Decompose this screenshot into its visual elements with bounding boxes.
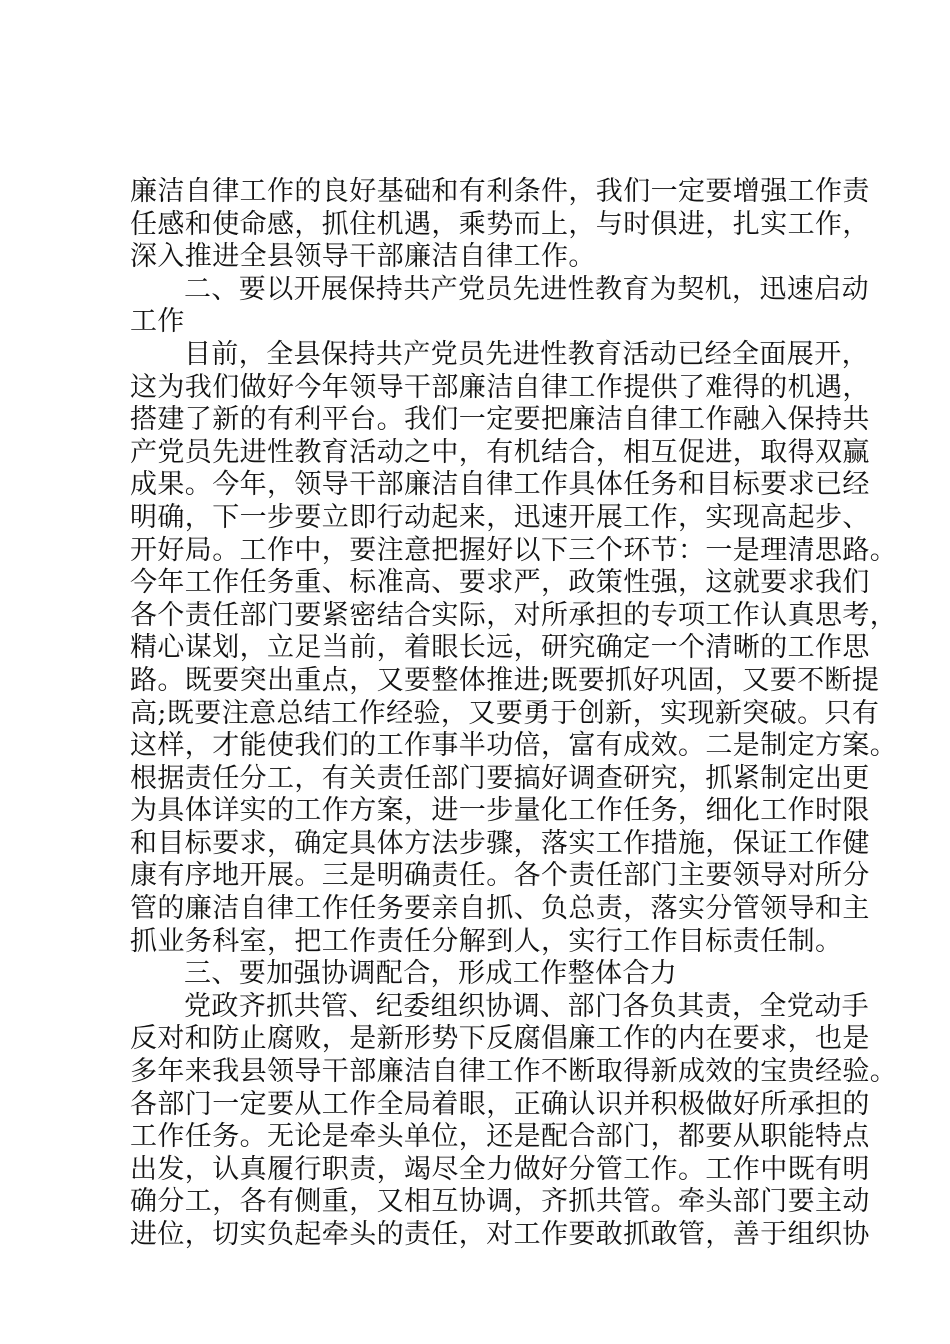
text-line: 这样，才能使我们的工作事半功倍，富有成效。二是制定方案。	[130, 730, 898, 762]
text-line: 目前，全县保持共产党员先进性教育活动已经全面展开，	[184, 338, 869, 370]
text-line: 深入推进全县领导干部廉洁自律工作。	[130, 241, 596, 273]
text-line: 各部门一定要从工作全局着眼，正确认识并积极做好所承担的	[130, 1088, 870, 1120]
text-line: 这为我们做好今年领导干部廉洁自律工作提供了难得的机遇，	[130, 371, 870, 403]
text-line: 党政齐抓共管、纪委组织协调、部门各负其责，全党动手	[184, 990, 869, 1022]
text-line: 明确，下一步要立即行动起来，迅速开展工作，实现高起步、	[130, 501, 870, 533]
text-line: 搭建了新的有利平台。我们一定要把廉洁自律工作融入保持共	[130, 404, 870, 436]
text-line: 产党员先进性教育活动之中，有机结合，相互促进，取得双赢	[130, 436, 870, 468]
text-line: 康有序地开展。三是明确责任。各个责任部门主要领导对所分	[130, 860, 870, 892]
text-line: 路。既要突出重点，又要整体推进;既要抓好巩固，又要不断提	[130, 664, 880, 696]
text-line: 为具体详实的工作方案，进一步量化工作任务，细化工作时限	[130, 795, 870, 827]
text-line: 高;既要注意总结工作经验，又要勇于创新，实现新突破。只有	[130, 697, 880, 729]
text-line: 根据责任分工，有关责任部门要搞好调查研究，抓紧制定出更	[130, 762, 870, 794]
text-line: 三、要加强协调配合，形成工作整体合力	[184, 958, 678, 990]
text-line: 各个责任部门要紧密结合实际，对所承担的专项工作认真思考，	[130, 599, 898, 631]
document-body	[130, 176, 898, 1252]
text-line: 多年来我县领导干部廉洁自律工作不断取得新成效的宝贵经验。	[130, 1056, 898, 1088]
text-line: 和目标要求，确定具体方法步骤，落实工作措施，保证工作健	[130, 827, 870, 859]
text-line: 确分工，各有侧重，又相互协调，齐抓共管。牵头部门要主动	[130, 1186, 870, 1218]
text-line: 工作任务。无论是牵头单位，还是配合部门，都要从职能特点	[130, 1121, 870, 1153]
text-line: 工作	[130, 306, 185, 338]
text-line: 二、要以开展保持共产党员先进性教育为契机，迅速启动	[184, 273, 869, 305]
text-line: 开好局。工作中，要注意把握好以下三个环节：一是理清思路。	[130, 534, 898, 566]
text-line: 反对和防止腐败，是新形势下反腐倡廉工作的内在要求，也是	[130, 1023, 870, 1055]
text-line: 任感和使命感，抓住机遇，乘势而上，与时俱进，扎实工作，	[130, 208, 870, 240]
text-line: 精心谋划，立足当前，着眼长远，研究确定一个清晰的工作思	[130, 632, 870, 664]
text-line: 出发，认真履行职责，竭尽全力做好分管工作。工作中既有明	[130, 1153, 870, 1185]
text-line: 进位，切实负起牵头的责任，对工作要敢抓敢管，善于组织协	[130, 1219, 870, 1250]
text-line: 廉洁自律工作的良好基础和有利条件，我们一定要增强工作责	[130, 176, 870, 207]
text-line: 今年工作任务重、标准高、要求严，政策性强，这就要求我们	[130, 567, 870, 599]
text-line: 抓业务科室，把工作责任分解到人，实行工作目标责任制。	[130, 925, 843, 957]
text-line: 成果。今年，领导干部廉洁自律工作具体任务和目标要求已经	[130, 469, 870, 501]
text-line: 管的廉洁自律工作任务要亲自抓、负总责，落实分管领导和主	[130, 893, 870, 925]
